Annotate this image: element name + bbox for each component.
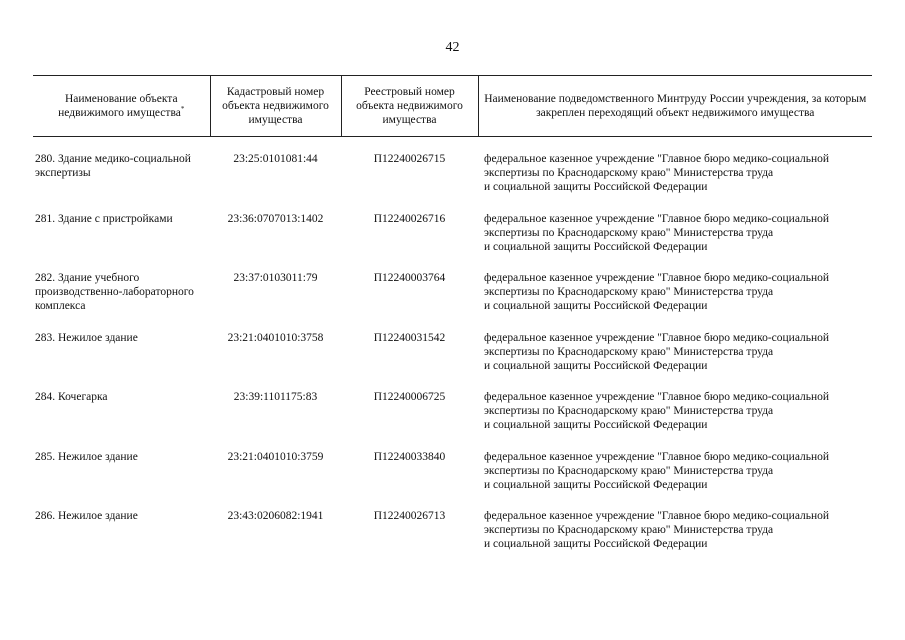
- table-body: [33, 137, 872, 569]
- table-header: [33, 76, 872, 137]
- header-institution: Наименование подведомственного Минтруду России учреждения, за которым закреплен переходящий объект недвижимого имущества: [478, 76, 872, 137]
- institution-line-1: федеральное казенное учреждение "Главное бюро медико-социальной: [484, 450, 830, 463]
- institution-line-1: федеральное казенное учреждение "Главное бюро медико-социальной: [484, 153, 830, 165]
- institution-line-1: федеральное казенное учреждение "Главное бюро медико-социальной: [484, 212, 830, 225]
- object-name-cell: 282. Здание учебного производственно-лабораторного комплекса: [35, 272, 194, 312]
- registry-number-cell: П12240033840: [373, 450, 446, 463]
- institution-line-3: и социальной защиты Российской Федерации: [484, 300, 708, 312]
- object-name-cell: 283. Нежилое здание: [35, 331, 138, 344]
- institution-line-1: федеральное казенное учреждение "Главное бюро медико-социальной: [484, 331, 830, 344]
- header-spacer: [33, 137, 872, 153]
- institution-cell: [478, 331, 872, 391]
- institution-line-3: и социальной защиты Российской Федерации: [484, 181, 708, 193]
- property-table-container: [33, 75, 872, 569]
- cadastral-number-cell: 23:39:1101175:83: [233, 391, 318, 403]
- cadastral-number-cell: 23:25:0101081:44: [233, 153, 318, 165]
- institution-line-2: экспертизы по Краснодарскому краю" Министерства труда: [484, 405, 774, 417]
- institution-line-2: экспертизы по Краснодарскому краю" Министерства труда: [484, 286, 774, 298]
- object-name-cell: 281. Здание с пристройками: [35, 212, 173, 225]
- header-registry-number: Реестровый номер объекта недвижимого имущества: [341, 76, 478, 137]
- institution-cell: [478, 390, 872, 450]
- header-cadastral-number: Кадастровый номер объекта недвижимого имущества: [210, 76, 341, 137]
- footnote-marker: *: [180, 105, 185, 114]
- institution-line-3: и социальной защиты Российской Федерации: [484, 419, 708, 431]
- institution-line-2: экспертизы по Краснодарскому краю" Министерства труда: [484, 226, 774, 239]
- institution-line-3: и социальной защиты Российской Федерации: [484, 478, 708, 491]
- institution-line-2: экспертизы по Краснодарскому краю" Министерства труда: [484, 524, 774, 536]
- object-name-cell: 284. Кочегарка: [35, 391, 108, 403]
- page-number: 42: [445, 40, 460, 55]
- table-row: [33, 509, 872, 569]
- institution-line-3: и социальной защиты Российской Федерации: [484, 538, 708, 550]
- institution-cell: [478, 152, 872, 212]
- institution-line-2: экспертизы по Краснодарскому краю" Министерства труда: [484, 167, 774, 179]
- registry-number-cell: П12240026716: [373, 212, 446, 225]
- object-name-cell: 286. Нежилое здание: [35, 510, 138, 522]
- institution-line-2: экспертизы по Краснодарскому краю" Министерства труда: [484, 345, 774, 358]
- table-row: [33, 390, 872, 450]
- institution-line-3: и социальной защиты Российской Федерации: [484, 359, 708, 372]
- registry-number-cell: П12240006725: [373, 391, 446, 403]
- institution-line-1: федеральное казенное учреждение "Главное бюро медико-социальной: [484, 510, 830, 522]
- property-table: [33, 75, 872, 569]
- cadastral-number-cell: 23:36:0707013:1402: [227, 212, 324, 225]
- table-row: [33, 212, 872, 272]
- institution-line-3: и социальной защиты Российской Федерации: [484, 240, 708, 253]
- table-row: [33, 271, 872, 331]
- table-row: [33, 152, 872, 212]
- object-name-cell: 285. Нежилое здание: [35, 450, 138, 463]
- table-row: [33, 450, 872, 510]
- registry-number-cell: П12240026715: [373, 153, 446, 165]
- cadastral-number-cell: 23:21:0401010:3759: [227, 450, 324, 463]
- header-object-name-text: Наименование объекта недвижимого имущества: [58, 93, 181, 119]
- registry-number-cell: П12240031542: [373, 331, 446, 344]
- table-row: [33, 331, 872, 391]
- registry-number-cell: П12240026713: [373, 510, 446, 522]
- institution-line-1: федеральное казенное учреждение "Главное бюро медико-социальной: [484, 391, 830, 403]
- cadastral-number-cell: 23:43:0206082:1941: [227, 510, 324, 522]
- header-row: [33, 76, 872, 137]
- institution-cell: [478, 509, 872, 569]
- cadastral-number-cell: 23:21:0401010:3758: [227, 331, 324, 344]
- institution-line-1: федеральное казенное учреждение "Главное бюро медико-социальной: [484, 272, 830, 284]
- header-object-name: [33, 76, 210, 137]
- cadastral-number-cell: 23:37:0103011:79: [233, 272, 318, 284]
- registry-number-cell: П12240003764: [373, 272, 446, 284]
- institution-cell: [478, 212, 872, 272]
- institution-line-2: экспертизы по Краснодарскому краю" Министерства труда: [484, 464, 774, 477]
- institution-cell: [478, 271, 872, 331]
- institution-cell: [478, 450, 872, 510]
- object-name-cell: 280. Здание медико-социальной экспертизы: [35, 153, 191, 179]
